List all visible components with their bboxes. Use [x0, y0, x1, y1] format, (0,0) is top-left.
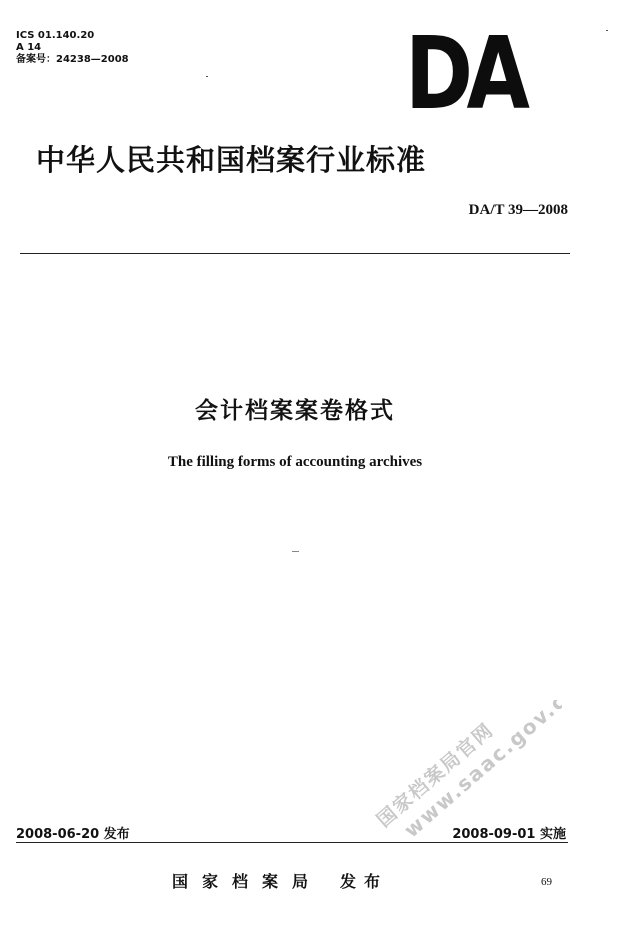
- scan-speck: [206, 76, 208, 77]
- record-number: 备案号：24238—2008: [16, 54, 129, 65]
- publisher-action: 发布: [340, 872, 389, 891]
- standard-series-title: 中华人民共和国档案行业标准: [36, 143, 427, 177]
- scan-speck: [606, 30, 608, 31]
- category-code: A 14: [16, 42, 42, 53]
- logo-text: DA: [405, 28, 524, 120]
- publisher-organization: 国家档案局: [172, 872, 323, 891]
- ics-code: ICS 01.140.20: [16, 30, 95, 41]
- issue-date: 2008-06-20 发布: [16, 827, 130, 842]
- watermark-line-1: 国家档案局官网: [372, 718, 499, 832]
- page-number: 69: [541, 876, 552, 888]
- footer-divider: [16, 842, 568, 843]
- document-title-en: The filling forms of accounting archives: [167, 454, 423, 470]
- publisher: [172, 869, 388, 892]
- standard-metadata: [16, 30, 129, 66]
- header-divider: [20, 253, 570, 254]
- small-dash-mark: [292, 551, 299, 552]
- effective-date: 2008-09-01 实施: [452, 827, 566, 842]
- standard-code: DA/T 39—2008: [468, 202, 568, 218]
- watermark-line-2: www.saac.gov.cn: [399, 700, 562, 843]
- document-title-cn: 会计档案案卷格式: [195, 398, 395, 424]
- da-logo: [405, 28, 545, 120]
